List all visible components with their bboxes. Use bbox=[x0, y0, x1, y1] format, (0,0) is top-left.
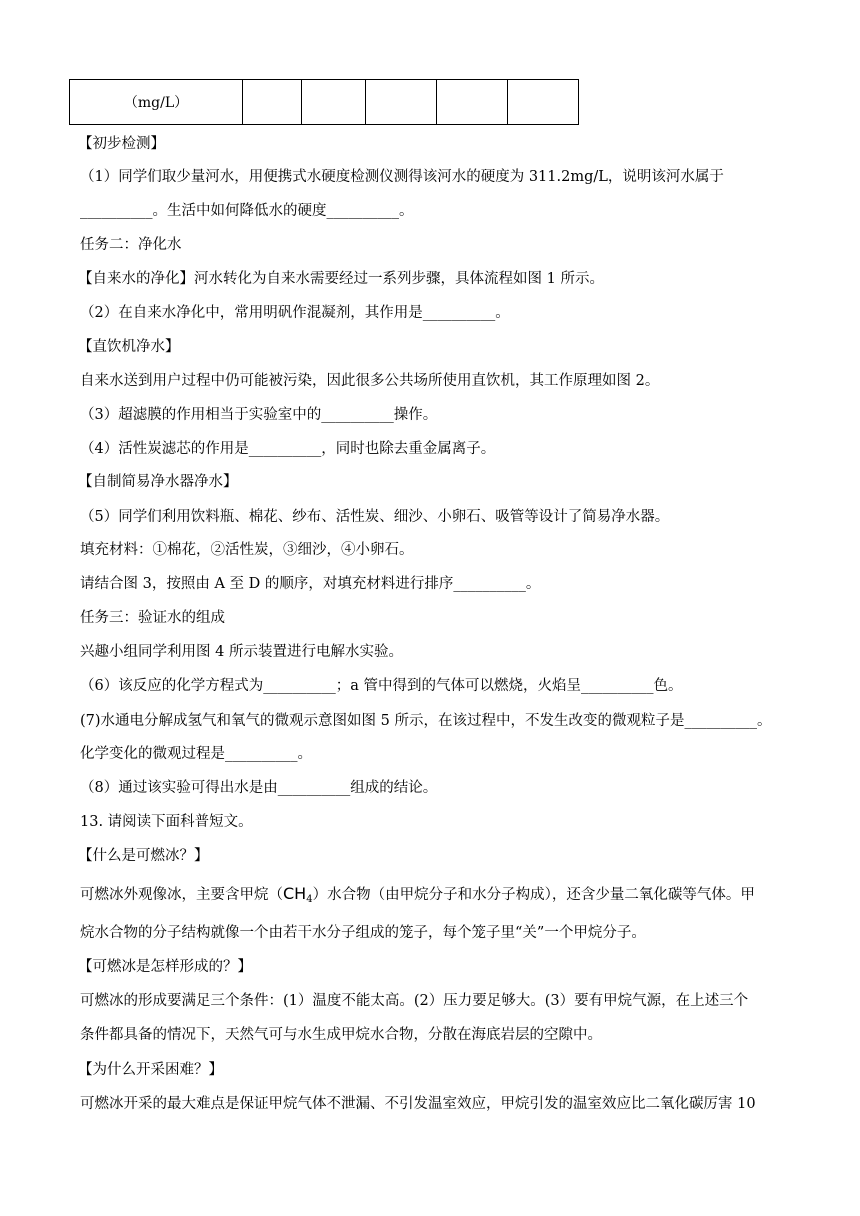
task-heading: 任务二：净化水 bbox=[80, 237, 182, 253]
section-heading: 【可燃冰是怎样形成的？】 bbox=[78, 959, 252, 975]
question-text: （5）同学们利用饮料瓶、棉花、纱布、活性炭、细沙、小卵石、吸管等设计了简易净水器。 bbox=[80, 509, 670, 525]
paragraph-text: 请结合图 3，按照由 A 至 D 的顺序，对填充材料进行排序__________。 bbox=[80, 576, 541, 592]
section-heading: 【直饮机净水】 bbox=[78, 339, 180, 355]
question-number: 13. 请阅读下面科普短文。 bbox=[80, 814, 253, 830]
paragraph-text: 烷水合物的分子结构就像一个由若干水分子组成的笼子，每个笼子里“关”一个甲烷分子。 bbox=[80, 925, 646, 941]
paragraph-text: ）水合物（由甲烷分子和水分子构成），还含少量二氧化碳等气体。甲 bbox=[312, 887, 755, 903]
task-heading: 任务三：验证水的组成 bbox=[80, 610, 225, 626]
table-cell-unit: （mg/L） bbox=[70, 80, 243, 125]
paragraph-text: 【自来水的净化】河水转化为自来水需要经过一系列步骤，具体流程如图 1 所示。 bbox=[78, 271, 604, 287]
section-heading: 【自制简易净水器净水】 bbox=[78, 474, 238, 490]
section-heading: 【初步检测】 bbox=[78, 136, 165, 152]
question-text: __________。生活中如何降低水的硬度__________。 bbox=[80, 203, 414, 219]
table-cell bbox=[366, 80, 437, 125]
paragraph-text: 填充材料：①棉花，②活性炭，③细沙，④小卵石。 bbox=[80, 542, 414, 558]
section-heading: 【什么是可燃冰？】 bbox=[78, 848, 209, 864]
section-heading: 【为什么开采困难？】 bbox=[78, 1062, 223, 1078]
question-text: （2）在自来水净化中，常用明矾作混凝剂，其作用是__________。 bbox=[80, 305, 510, 321]
table-cell bbox=[302, 80, 366, 125]
hardness-table bbox=[69, 79, 579, 125]
question-text: （8）通过该实验可得出水是由__________组成的结论。 bbox=[80, 780, 438, 796]
table-row bbox=[70, 80, 579, 125]
paragraph-text: 条件都具备的情况下，天然气可与水生成甲烷水合物，分散在海底岩层的空隙中。 bbox=[80, 1027, 602, 1043]
paragraph-text: 兴趣小组同学利用图 4 所示装置进行电解水实验。 bbox=[80, 644, 403, 660]
formula-subscript: 4 bbox=[306, 894, 313, 905]
question-text: （1）同学们取少量河水，用便携式水硬度检测仪测得该河水的硬度为 311.2mg/L，说明该河水属于 bbox=[80, 169, 724, 185]
table-cell bbox=[437, 80, 508, 125]
table-cell bbox=[243, 80, 302, 125]
paragraph-text: 可燃冰开采的最大难点是保证甲烷气体不泄漏、不引发温室效应，甲烷引发的温室效应比二氧化碳厉害 10 bbox=[80, 1096, 756, 1112]
methane-formula: CH bbox=[283, 884, 307, 903]
question-text: （4）活性炭滤芯的作用是__________，同时也除去重金属离子。 bbox=[80, 441, 496, 457]
table-cell bbox=[508, 80, 579, 125]
question-text: （6）该反应的化学方程式为__________；a 管中得到的气体可以燃烧，火焰呈__________色。 bbox=[80, 678, 683, 694]
paragraph-text: 可燃冰外观像冰，主要含甲烷（ bbox=[80, 887, 283, 903]
paragraph-text: 自来水送到用户过程中仍可能被污染，因此很多公共场所使用直饮机，其工作原理如图 2。 bbox=[80, 373, 660, 389]
question-text: （3）超滤膜的作用相当于实验室中的__________操作。 bbox=[80, 407, 438, 423]
question-text: 化学变化的微观过程是__________。 bbox=[80, 746, 312, 762]
paragraph-text: 可燃冰的形成要满足三个条件：(1）温度不能太高。(2）压力要足够大。(3）要有甲烷气源，在上述三个 bbox=[80, 993, 749, 1009]
question-text: (7)水通电分解成氢气和氧气的微观示意图如图 5 所示，在该过程中，不发生改变的微观粒子是__________。 bbox=[80, 713, 772, 729]
methane-paragraph-line bbox=[80, 885, 755, 909]
